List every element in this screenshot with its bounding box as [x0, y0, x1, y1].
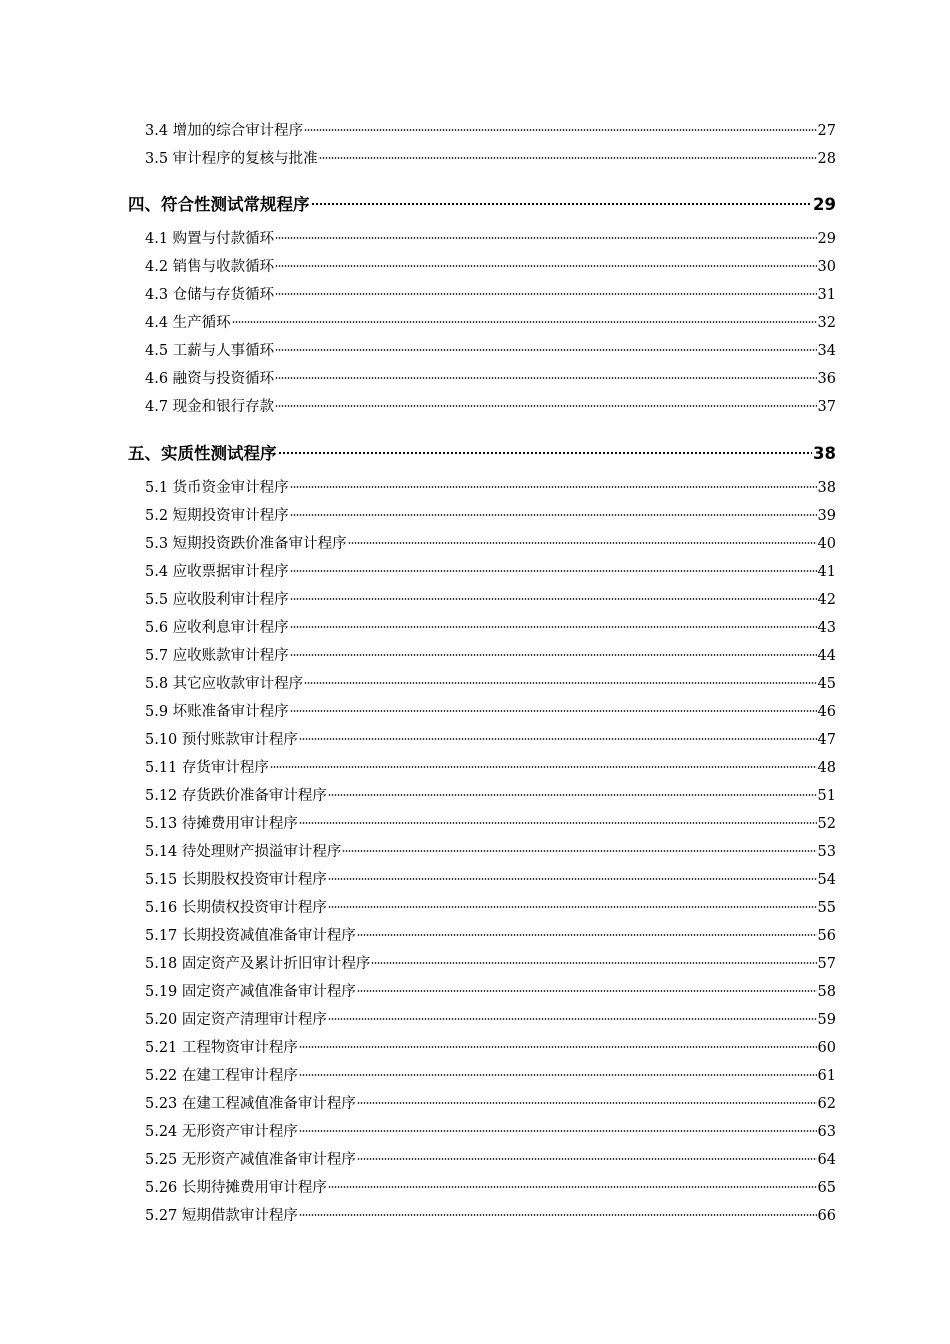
- dot-leader: [304, 681, 816, 685]
- toc-entry-page: 28: [817, 151, 836, 167]
- toc-entry-5-21[interactable]: [145, 1036, 836, 1060]
- toc-entry-label: 5.27 短期借款审计程序: [145, 1208, 298, 1224]
- toc-entry-label: 5.2 短期投资审计程序: [145, 508, 289, 524]
- toc-entry-page: 45: [817, 676, 836, 692]
- toc-entry-label: 5.13 待摊费用审计程序: [145, 816, 298, 832]
- toc-entry-page: 32: [817, 315, 836, 331]
- toc-entry-label: 5.1 货币资金审计程序: [145, 480, 289, 496]
- toc-entry-5-13[interactable]: [145, 812, 836, 836]
- toc-entry-label: 4.2 销售与收款循环: [145, 259, 275, 275]
- toc-entry-page: 27: [817, 123, 836, 139]
- toc-entry-page: 47: [817, 732, 836, 748]
- dot-leader: [290, 625, 817, 629]
- toc-entry-3-5[interactable]: [145, 147, 836, 171]
- toc-entry-page: 55: [817, 900, 836, 916]
- dot-leader: [357, 1101, 817, 1105]
- toc-entry-page: 51: [817, 788, 836, 804]
- dot-leader: [357, 989, 817, 993]
- toc-entry-page: 42: [817, 592, 836, 608]
- dot-leader: [275, 292, 816, 296]
- toc-entry-label: 5.24 无形资产审计程序: [145, 1124, 298, 1140]
- toc-entry-label: 5.14 待处理财产损溢审计程序: [145, 844, 342, 860]
- toc-entry-page: 53: [817, 844, 836, 860]
- toc-entry-5-27[interactable]: [145, 1204, 836, 1228]
- toc-entry-label: 5.19 固定资产减值准备审计程序: [145, 984, 356, 1000]
- toc-entry-label: 5.6 应收利息审计程序: [145, 620, 289, 636]
- dot-leader: [348, 541, 817, 545]
- toc-entry-3-4[interactable]: [145, 119, 836, 143]
- toc-entry-label: 5.9 坏账准备审计程序: [145, 704, 289, 720]
- dot-leader: [275, 348, 816, 352]
- toc-entry-label: 5.16 长期债权投资审计程序: [145, 900, 327, 916]
- toc-entry-page: 37: [817, 399, 836, 415]
- dot-leader: [328, 793, 817, 797]
- toc-entry-5-24[interactable]: [145, 1120, 836, 1144]
- toc-entry-5-16[interactable]: [145, 896, 836, 920]
- toc-entry-page: 34: [817, 343, 836, 359]
- dot-leader: [290, 485, 817, 489]
- dot-leader: [319, 156, 817, 160]
- toc-entry-5-11[interactable]: [145, 756, 836, 780]
- toc-entry-4-5[interactable]: [145, 339, 836, 363]
- toc-entry-page: 40: [817, 536, 836, 552]
- toc-entry-label: 5.20 固定资产清理审计程序: [145, 1012, 327, 1028]
- dot-leader: [290, 597, 817, 601]
- toc-entry-label: 4.4 生产循环: [145, 315, 231, 331]
- toc-entry-4-7[interactable]: [145, 395, 836, 419]
- dot-leader: [299, 1045, 817, 1049]
- toc-entry-label: 5.15 长期股权投资审计程序: [145, 872, 327, 888]
- toc-entry-5-23[interactable]: [145, 1092, 836, 1116]
- toc-entry-label: 5.7 应收账款审计程序: [145, 648, 289, 664]
- toc-entry-5-2[interactable]: [145, 504, 836, 528]
- toc-entry-4-4[interactable]: [145, 311, 836, 335]
- toc-entry-label: 5.11 存货审计程序: [145, 760, 269, 776]
- dot-leader: [299, 1213, 817, 1217]
- toc-entry-label: 5.5 应收股利审计程序: [145, 592, 289, 608]
- toc-entry-page: 38: [817, 480, 836, 496]
- toc-entry-5-5[interactable]: [145, 588, 836, 612]
- dot-leader: [290, 513, 817, 517]
- toc-entry-label: 5.3 短期投资跌价准备审计程序: [145, 536, 347, 552]
- toc-entry-4-3[interactable]: [145, 283, 836, 307]
- toc-entry-4-2[interactable]: [145, 255, 836, 279]
- toc-entry-label: 5.26 长期待摊费用审计程序: [145, 1180, 327, 1196]
- dot-leader: [275, 404, 816, 408]
- toc-entry-5-25[interactable]: [145, 1148, 836, 1172]
- toc-heading-label: 五、实质性测试程序: [128, 444, 277, 463]
- toc-section-heading-5[interactable]: [128, 440, 836, 468]
- toc-entry-label: 5.18 固定资产及累计折旧审计程序: [145, 956, 371, 972]
- toc-entry-5-14[interactable]: [145, 840, 836, 864]
- toc-heading-page: 38: [813, 444, 836, 463]
- toc-entry-page: 36: [817, 371, 836, 387]
- toc-entry-5-17[interactable]: [145, 924, 836, 948]
- toc-entry-label: 5.10 预付账款审计程序: [145, 732, 298, 748]
- toc-entry-page: 58: [817, 984, 836, 1000]
- toc-entry-label: 5.4 应收票据审计程序: [145, 564, 289, 580]
- dot-leader: [290, 653, 817, 657]
- dot-leader: [299, 1129, 817, 1133]
- toc-entry-label: 4.5 工薪与人事循环: [145, 343, 275, 359]
- toc-entry-label: 3.4 增加的综合审计程序: [145, 123, 304, 139]
- toc-entry-5-18[interactable]: [145, 952, 836, 976]
- dot-leader: [275, 264, 816, 268]
- toc-entry-page: 64: [817, 1152, 836, 1168]
- toc-entry-page: 54: [817, 872, 836, 888]
- dot-leader: [275, 236, 816, 240]
- dot-leader: [328, 1017, 817, 1021]
- dot-leader: [371, 961, 816, 965]
- toc-entry-5-15[interactable]: [145, 868, 836, 892]
- dot-leader: [304, 128, 816, 132]
- toc-entry-page: 66: [817, 1208, 836, 1224]
- toc-entry-5-4[interactable]: [145, 560, 836, 584]
- toc-entry-page: 52: [817, 816, 836, 832]
- toc-entry-page: 61: [817, 1068, 836, 1084]
- toc-entry-4-1[interactable]: [145, 227, 836, 251]
- toc-entry-label: 4.3 仓储与存货循环: [145, 287, 275, 303]
- toc-entry-label: 3.5 审计程序的复核与批准: [145, 151, 318, 167]
- toc-heading-page: 29: [813, 195, 836, 214]
- toc-entry-5-8[interactable]: [145, 672, 836, 696]
- toc-entry-label: 4.7 现金和银行存款: [145, 399, 275, 415]
- toc-entry-label: 5.12 存货跌价准备审计程序: [145, 788, 327, 804]
- dot-leader: [342, 849, 816, 853]
- dot-leader: [278, 451, 813, 455]
- toc-entry-label: 5.8 其它应收款审计程序: [145, 676, 304, 692]
- toc-entry-page: 48: [817, 760, 836, 776]
- toc-entry-page: 30: [817, 259, 836, 275]
- toc-entry-label: 4.1 购置与付款循环: [145, 231, 275, 247]
- toc-section-heading-4[interactable]: [128, 191, 836, 219]
- toc-entry-page: 57: [817, 956, 836, 972]
- dot-leader: [328, 1185, 817, 1189]
- toc-entry-5-3[interactable]: [145, 532, 836, 556]
- dot-leader: [357, 933, 817, 937]
- toc-entry-4-6[interactable]: [145, 367, 836, 391]
- dot-leader: [357, 1157, 817, 1161]
- dot-leader: [311, 202, 813, 206]
- toc-entry-page: 29: [817, 231, 836, 247]
- toc-entry-5-12[interactable]: [145, 784, 836, 808]
- dot-leader: [299, 821, 817, 825]
- toc-entry-5-22[interactable]: [145, 1064, 836, 1088]
- dot-leader: [290, 709, 817, 713]
- toc-entry-page: 62: [817, 1096, 836, 1112]
- dot-leader: [290, 569, 817, 573]
- toc-entry-5-7[interactable]: [145, 644, 836, 668]
- toc-entry-page: 46: [817, 704, 836, 720]
- toc-entry-5-19[interactable]: [145, 980, 836, 1004]
- dot-leader: [299, 1073, 817, 1077]
- toc-entry-label: 5.17 长期投资减值准备审计程序: [145, 928, 356, 944]
- toc-entry-page: 39: [817, 508, 836, 524]
- toc-entry-5-9[interactable]: [145, 700, 836, 724]
- toc-entry-5-26[interactable]: [145, 1176, 836, 1200]
- toc-entry-label: 5.22 在建工程审计程序: [145, 1068, 298, 1084]
- toc-entry-page: 41: [817, 564, 836, 580]
- dot-leader: [270, 765, 817, 769]
- toc-entry-label: 5.25 无形资产减值准备审计程序: [145, 1152, 356, 1168]
- toc-entry-page: 63: [817, 1124, 836, 1140]
- toc-entry-5-1[interactable]: [145, 476, 836, 500]
- toc-entry-5-6[interactable]: [145, 616, 836, 640]
- toc-heading-label: 四、符合性测试常规程序: [128, 195, 310, 214]
- dot-leader: [328, 877, 817, 881]
- toc-entry-page: 43: [817, 620, 836, 636]
- toc-entry-label: 5.21 工程物资审计程序: [145, 1040, 298, 1056]
- toc-entry-page: 65: [817, 1180, 836, 1196]
- dot-leader: [275, 376, 816, 380]
- toc-entry-page: 44: [817, 648, 836, 664]
- dot-leader: [328, 905, 817, 909]
- toc-entry-page: 31: [817, 287, 836, 303]
- toc-entry-page: 60: [817, 1040, 836, 1056]
- toc-entry-page: 56: [817, 928, 836, 944]
- toc-entry-page: 59: [817, 1012, 836, 1028]
- toc-entry-label: 4.6 融资与投资循环: [145, 371, 275, 387]
- toc-entry-5-10[interactable]: [145, 728, 836, 752]
- toc-entry-label: 5.23 在建工程减值准备审计程序: [145, 1096, 356, 1112]
- dot-leader: [299, 737, 817, 741]
- dot-leader: [232, 320, 817, 324]
- toc-entry-5-20[interactable]: [145, 1008, 836, 1032]
